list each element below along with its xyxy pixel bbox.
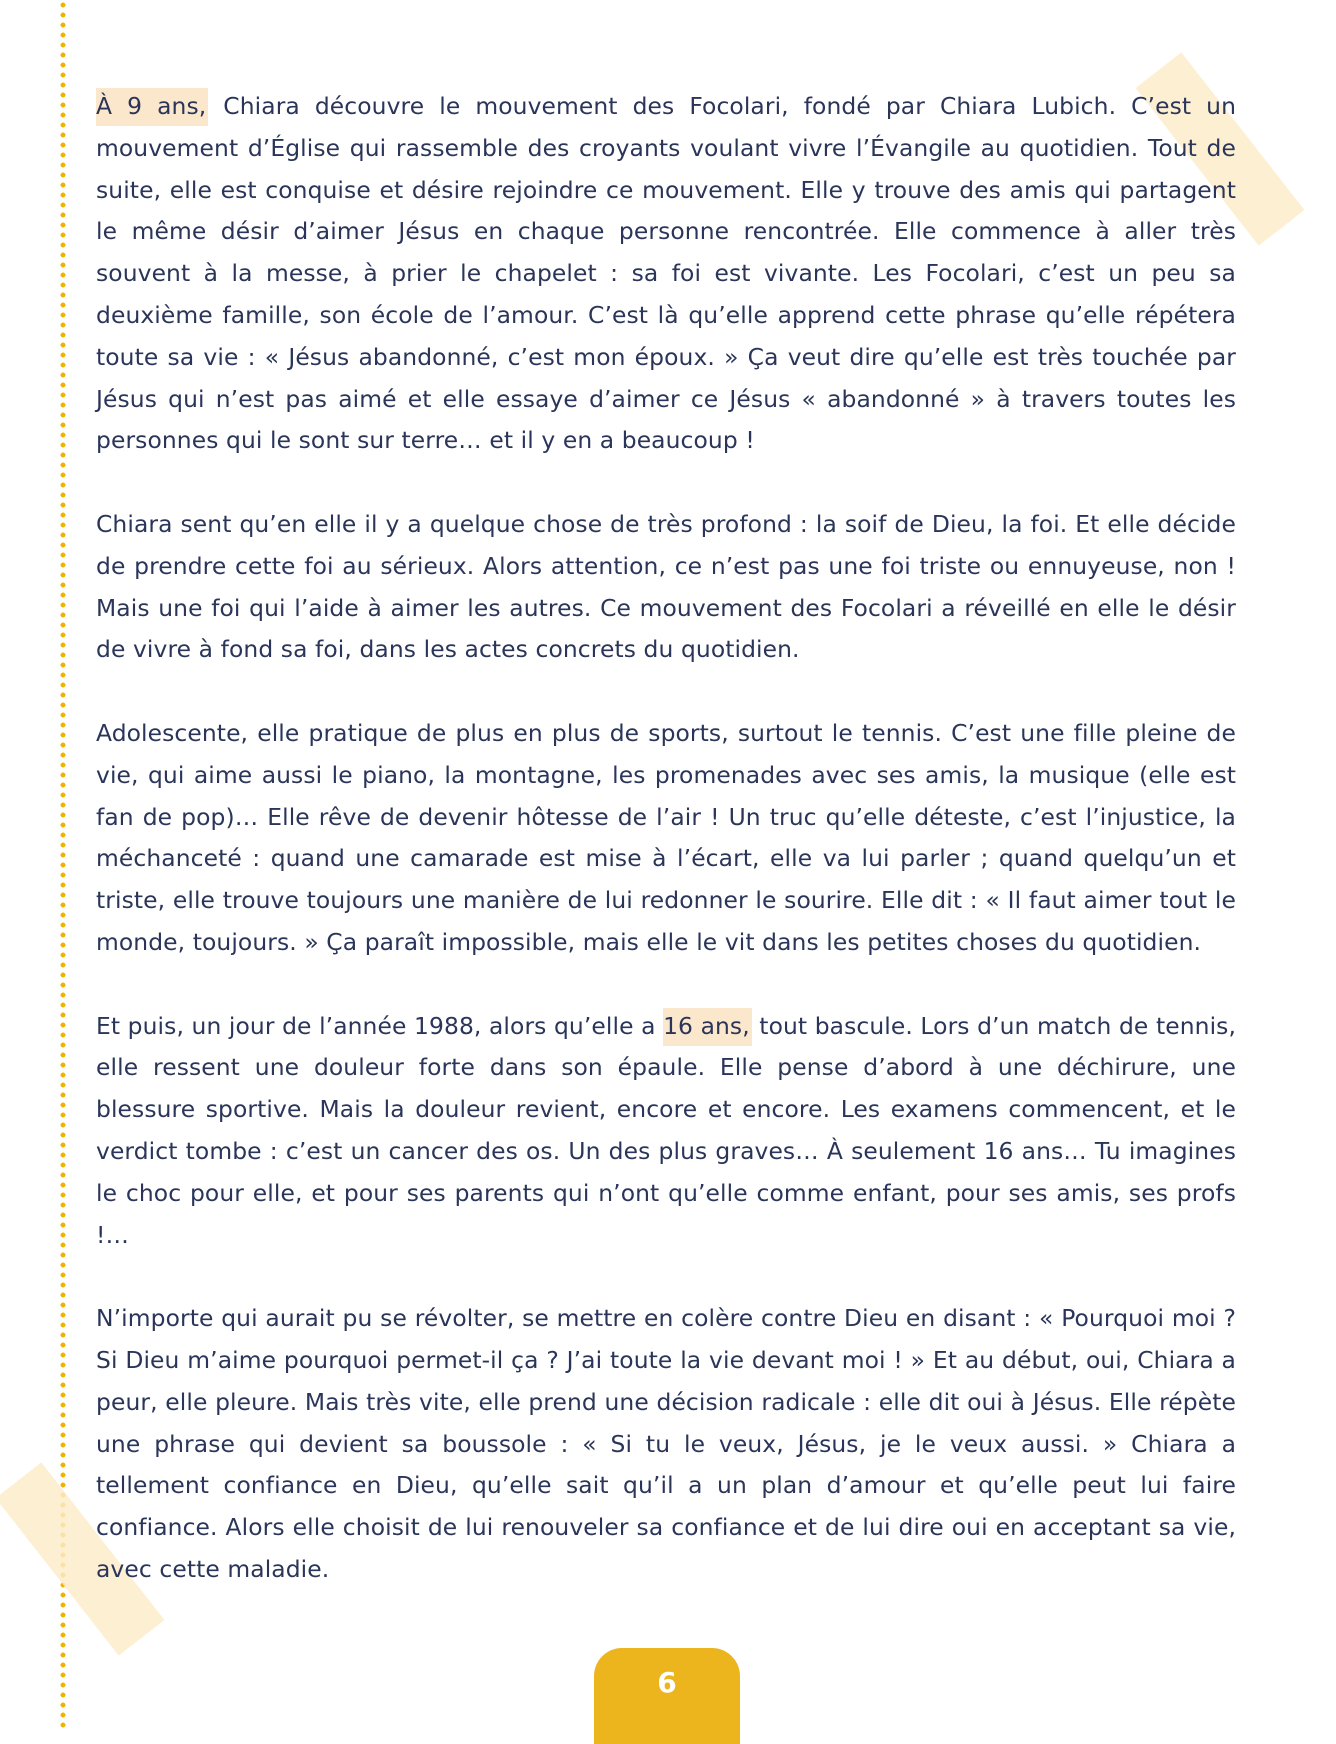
paragraph-3: Adolescente, elle pratique de plus en plus de sports, surtout le tennis. C’est une fille pleine de vie, qui aime aussi le piano, la montagne, les promenades avec ses amis, la musique (elle est fan de pop)… Elle rêve de devenir hôtesse de l’air ! Un truc qu’elle déteste, c’est l’injustice, la méchanceté : quand une camarade est mise à l’écart, elle va lui parler ; quand quelqu’un et triste, elle trouve toujours une manière de lui redonner le sourire. Elle dit : « Il faut aimer tout le monde, toujours. » Ça paraît impossible, mais elle le vit dans les petites choses du quotidien. bbox=[96, 718, 1236, 956]
paragraph-2: Chiara sent qu’en elle il y a quelque chose de très profond : la soif de Dieu, la foi. Et elle décide de prendre cette foi au sérieux. Alors attention, ce n’est pas une foi triste ou ennuyeuse, non ! Mais une foi qui l’aide à aimer les autres. Ce mouvement des Focolari a réveillé en elle le désir de vivre à fond sa foi, dans les actes concrets du quotidien. bbox=[96, 509, 1236, 664]
paragraph-1-text: Chiara découvre le mouvement des Focolari, fondé par Chiara Lubich. C’est un mouvement d’Église qui rassemble des croyants voulant vivre l’Évangile au quotidien. Tout de suite, elle est conquise et désire rejoindre ce mouvement. Elle y trouve des amis qui partagent le même désir d’aimer Jésus en chaque personne rencontrée. Elle commence à aller très souvent à la messe, à prier le chapelet : sa foi est vivante. Les Focolari, c’est un peu sa deuxième famille, son école de l’amour. C’est là qu’elle apprend cette phrase qu’elle répétera toute sa vie : « Jésus abandonné, c’est mon époux. » Ça veut dire qu’elle est très touchée par Jésus qui n’est pas aimé et elle essaye d’aimer ce Jésus « abandonné » à travers toutes les personnes qui le sont sur terre… et il y en a beaucoup ! bbox=[96, 92, 1236, 455]
page-number: 6 bbox=[657, 1666, 677, 1699]
paragraph-4-after: tout bascule. Lors d’un match de tennis, elle ressent une douleur forte dans son épaule. Elle pense d’abord à une déchirure, une blessure sportive. Mais la douleur revient, encore et encore. Les examens commencent, et le verdict tombe : c’est un cancer des os. Un des plus graves… À seulement 16 ans… Tu imagines le choc pour elle, et pour ses parents qui n’ont qu’elle comme enfant, pour ses amis, ses profs !… bbox=[96, 1011, 1236, 1249]
dotted-margin-line bbox=[60, 0, 66, 1730]
paragraph-1 bbox=[96, 86, 1236, 462]
body-text bbox=[96, 86, 1236, 1632]
paragraph-4 bbox=[96, 1006, 1236, 1257]
paragraph-4-before: Et puis, un jour de l’année 1988, alors qu’elle a bbox=[96, 1011, 664, 1040]
highlight-age-9: À 9 ans, bbox=[96, 88, 208, 126]
paragraph-5: N’importe qui aurait pu se révolter, se mettre en colère contre Dieu en disant : « Pourquoi moi ? Si Dieu m’aime pourquoi permet-il ça ? J’ai toute la vie devant moi ! » Et au début, oui, Chiara a peur, elle pleure. Mais très vite, elle prend une décision radicale : elle dit oui à Jésus. Elle répète une phrase qui devient sa boussole : « Si tu le veux, Jésus, je le veux aussi. » Chiara a tellement confiance en Dieu, qu’elle sait qu’il a un plan d’amour et qu’elle peut lui faire confiance. Alors elle choisit de lui renouveler sa confiance et de lui dire oui en acceptant sa vie, avec cette maladie. bbox=[96, 1304, 1236, 1583]
highlight-age-16: 16 ans, bbox=[663, 1008, 752, 1046]
